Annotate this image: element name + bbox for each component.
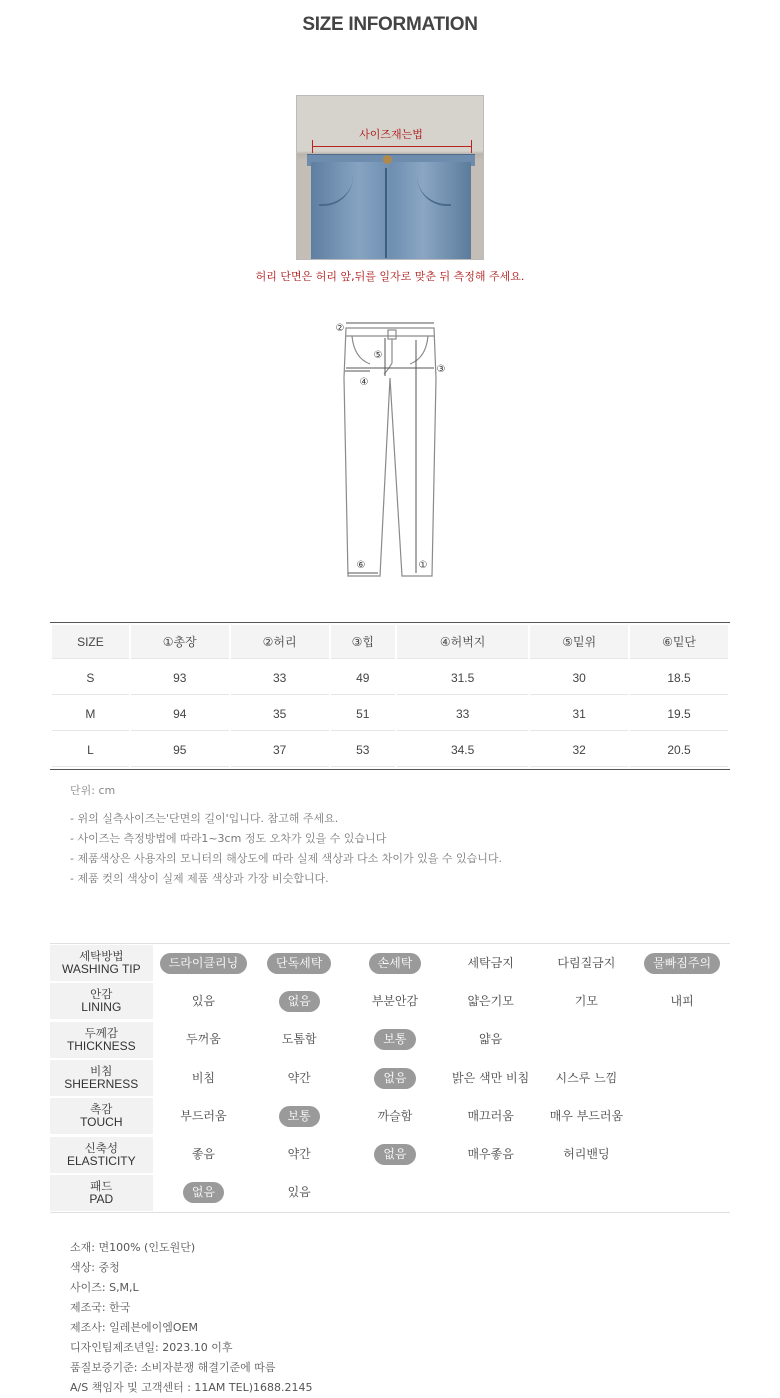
table-cell: 30 — [530, 661, 628, 695]
page-title: SIZE INFORMATION — [302, 14, 478, 35]
care-row-label — [50, 1060, 153, 1096]
care-option — [251, 1033, 347, 1046]
header-cell: ②허리 — [231, 625, 329, 659]
care-option-label: 없음 — [279, 991, 320, 1012]
table-cell: 18.5 — [630, 661, 728, 695]
header-cell: SIZE — [52, 625, 129, 659]
care-label-ko: 비침 — [90, 1064, 113, 1079]
care-option-label: 부분안감 — [371, 993, 419, 1008]
table-cell: 31.5 — [397, 661, 528, 695]
care-option — [156, 1110, 252, 1123]
care-label-ko: 안감 — [90, 987, 113, 1002]
care-table — [50, 943, 730, 1213]
care-label-en: PAD — [89, 1191, 114, 1206]
mark-1: ① — [418, 560, 428, 571]
table-cell: 31 — [530, 697, 628, 731]
care-label-en: WASHING TIP — [61, 962, 141, 977]
care-row-label — [50, 945, 153, 981]
table-cell: L — [52, 733, 129, 767]
care-option-selected — [347, 1029, 443, 1050]
header-cell: ③힙 — [331, 625, 395, 659]
table-cell: 32 — [530, 733, 628, 767]
care-option — [347, 995, 443, 1008]
info-line: 사이즈: S,M,L — [70, 1281, 139, 1294]
table-row — [52, 733, 728, 767]
jeans-fly — [385, 168, 387, 258]
care-option-selected — [347, 1144, 443, 1165]
note-line: - 제품색상은 사용자의 모니터의 해상도에 따라 실제 색상과 다소 차이가 있을 수 있습니다. — [70, 852, 502, 865]
care-option-label: 다림질금지 — [557, 955, 616, 970]
table-row — [52, 697, 728, 731]
care-option-label: 보통 — [279, 1106, 320, 1127]
table-cell: 94 — [131, 697, 229, 731]
care-option-label: 없음 — [183, 1182, 224, 1203]
care-option-label: 비침 — [191, 1070, 216, 1085]
care-option-label: 약간 — [287, 1147, 311, 1162]
measure-photo — [296, 95, 484, 260]
care-option — [443, 1110, 539, 1123]
care-option-label: 밝은 색만 비침 — [452, 1070, 530, 1085]
care-option-label: 손세탁 — [369, 953, 422, 974]
care-option-selected — [156, 1182, 252, 1203]
care-option — [634, 995, 730, 1008]
care-option — [539, 1110, 635, 1123]
measure-line — [312, 146, 472, 147]
table-cell: S — [52, 661, 129, 695]
care-option-label: 도톰함 — [281, 1032, 317, 1047]
jeans-button — [383, 155, 392, 164]
care-label-ko: 두께감 — [84, 1025, 118, 1040]
care-row — [50, 982, 730, 1020]
care-option — [156, 1072, 252, 1085]
unit-label: 단위: cm — [70, 784, 116, 797]
table-cell: 51 — [331, 697, 395, 731]
table-cell: 19.5 — [630, 697, 728, 731]
care-option-label: 보통 — [374, 1029, 415, 1050]
care-row — [50, 1021, 730, 1059]
care-option-label: 없음 — [374, 1068, 415, 1089]
table-cell: 95 — [131, 733, 229, 767]
care-row-label — [50, 983, 153, 1019]
mark-6: ⑥ — [356, 560, 366, 571]
care-label-ko: 신축성 — [84, 1140, 118, 1155]
care-row — [50, 1174, 730, 1212]
care-option-selected — [347, 1068, 443, 1089]
care-option-label: 얇음 — [479, 1032, 503, 1047]
table-cell: 33 — [231, 661, 329, 695]
table-cell: 53 — [331, 733, 395, 767]
header-cell: ⑤밑위 — [530, 625, 628, 659]
care-option — [251, 1072, 347, 1085]
table-cell: M — [52, 697, 129, 731]
care-option — [156, 1148, 252, 1161]
size-table-header — [52, 625, 728, 659]
care-row-label — [50, 1022, 153, 1058]
info-line: 색상: 중청 — [70, 1261, 120, 1274]
pants-diagram — [330, 318, 450, 580]
care-option — [443, 1148, 539, 1161]
header-cell: ⑥밑단 — [630, 625, 728, 659]
care-option-label: 얇은기모 — [467, 993, 514, 1008]
care-label-en: SHEERNESS — [64, 1077, 139, 1092]
care-option — [251, 1186, 347, 1199]
table-cell: 35 — [231, 697, 329, 731]
mark-4: ④ — [359, 377, 369, 388]
care-option — [539, 1148, 635, 1161]
care-option-label: 허리밴딩 — [563, 1147, 610, 1162]
mark-2: ② — [335, 323, 345, 334]
care-row-label — [50, 1137, 153, 1173]
care-option-selected — [251, 991, 347, 1012]
care-option-label: 매우좋음 — [467, 1147, 514, 1162]
info-line: A/S 책임자 및 고객센터 : 11AM TEL)1688.2145 — [70, 1381, 313, 1394]
care-option-label: 세탁금지 — [467, 955, 514, 970]
care-option — [539, 957, 635, 970]
mark-3: ③ — [436, 364, 446, 375]
care-option — [443, 1072, 539, 1085]
care-row — [50, 1135, 730, 1173]
care-option — [156, 1033, 252, 1046]
note-line: - 사이즈는 측정방법에 따라1~3cm 정도 오차가 있을 수 있습니다 — [70, 832, 387, 845]
info-line: 제조사: 일레븐에이엠OEM — [70, 1321, 198, 1334]
table-cell: 37 — [231, 733, 329, 767]
photo-caption: 사이즈재는법 — [359, 128, 423, 141]
header-cell: ④허벅지 — [397, 625, 528, 659]
table-cell: 33 — [397, 697, 528, 731]
care-option-label: 약간 — [287, 1070, 311, 1085]
care-option — [443, 957, 539, 970]
care-option — [251, 1148, 347, 1161]
table-cell: 49 — [331, 661, 395, 695]
info-line: 제조국: 한국 — [70, 1301, 131, 1314]
info-line: 디자인팀제조년일: 2023.10 이후 — [70, 1341, 233, 1354]
care-option-label: 까슬함 — [377, 1108, 413, 1123]
care-label-en: THICKNESS — [66, 1038, 136, 1053]
care-option-label: 없음 — [374, 1144, 415, 1165]
care-option-label: 단독세탁 — [267, 953, 331, 974]
care-option-selected — [251, 953, 347, 974]
care-row — [50, 1097, 730, 1135]
size-notes — [70, 809, 502, 889]
care-row — [50, 1059, 730, 1097]
care-option-label: 있음 — [191, 993, 216, 1008]
care-row-label — [50, 1098, 153, 1134]
care-option-label: 매끄러움 — [467, 1108, 514, 1123]
care-option-label: 부드러움 — [180, 1108, 227, 1123]
care-option-selected — [156, 953, 252, 974]
care-option — [156, 995, 252, 1008]
care-option-label: 드라이클리닝 — [160, 953, 248, 974]
measure-note: 허리 단면은 허리 앞,뒤를 일자로 맞춘 뒤 측정해 주세요. — [255, 270, 525, 283]
table-cell: 34.5 — [397, 733, 528, 767]
header-cell: ①총장 — [131, 625, 229, 659]
product-info — [70, 1238, 313, 1398]
care-option — [539, 1072, 635, 1085]
care-option-selected — [634, 953, 730, 974]
care-label-ko: 촉감 — [90, 1102, 113, 1117]
table-cell: 20.5 — [630, 733, 728, 767]
care-option-label: 두꺼움 — [186, 1032, 221, 1047]
care-option-label: 있음 — [287, 1185, 311, 1200]
size-table — [50, 622, 730, 770]
care-option-label: 기모 — [574, 993, 598, 1008]
care-label-en: LINING — [81, 1000, 122, 1015]
care-label-ko: 패드 — [90, 1178, 113, 1193]
note-line: - 위의 실측사이즈는'단면의 길이'입니다. 참고해 주세요. — [70, 812, 339, 825]
care-label-en: TOUCH — [80, 1115, 123, 1130]
care-row-label — [50, 1175, 153, 1211]
info-line: 소재: 면100% (인도원단) — [70, 1241, 196, 1254]
care-option — [443, 1033, 539, 1046]
care-option — [347, 1110, 443, 1123]
care-option — [443, 995, 539, 1008]
table-cell: 93 — [131, 661, 229, 695]
care-option-selected — [347, 953, 443, 974]
care-option-label: 좋음 — [191, 1147, 216, 1162]
care-row — [50, 944, 730, 982]
care-label-en: ELASTICITY — [66, 1153, 136, 1168]
care-option-selected — [251, 1106, 347, 1127]
care-option — [539, 995, 635, 1008]
care-option-label: 매우 부드러움 — [549, 1108, 624, 1123]
care-option-label: 내피 — [670, 993, 694, 1008]
mark-5: ⑤ — [373, 350, 383, 361]
info-line: 품질보증기준: 소비자분쟁 해결기준에 따름 — [70, 1361, 276, 1374]
care-label-ko: 세탁방법 — [79, 949, 124, 964]
care-option-label: 물빠짐주의 — [644, 953, 720, 974]
note-line: - 제품 컷의 색상이 실제 제품 색상과 가장 비슷합니다. — [70, 872, 329, 885]
care-option-label: 시스루 느낌 — [555, 1070, 618, 1085]
table-row — [52, 661, 728, 695]
